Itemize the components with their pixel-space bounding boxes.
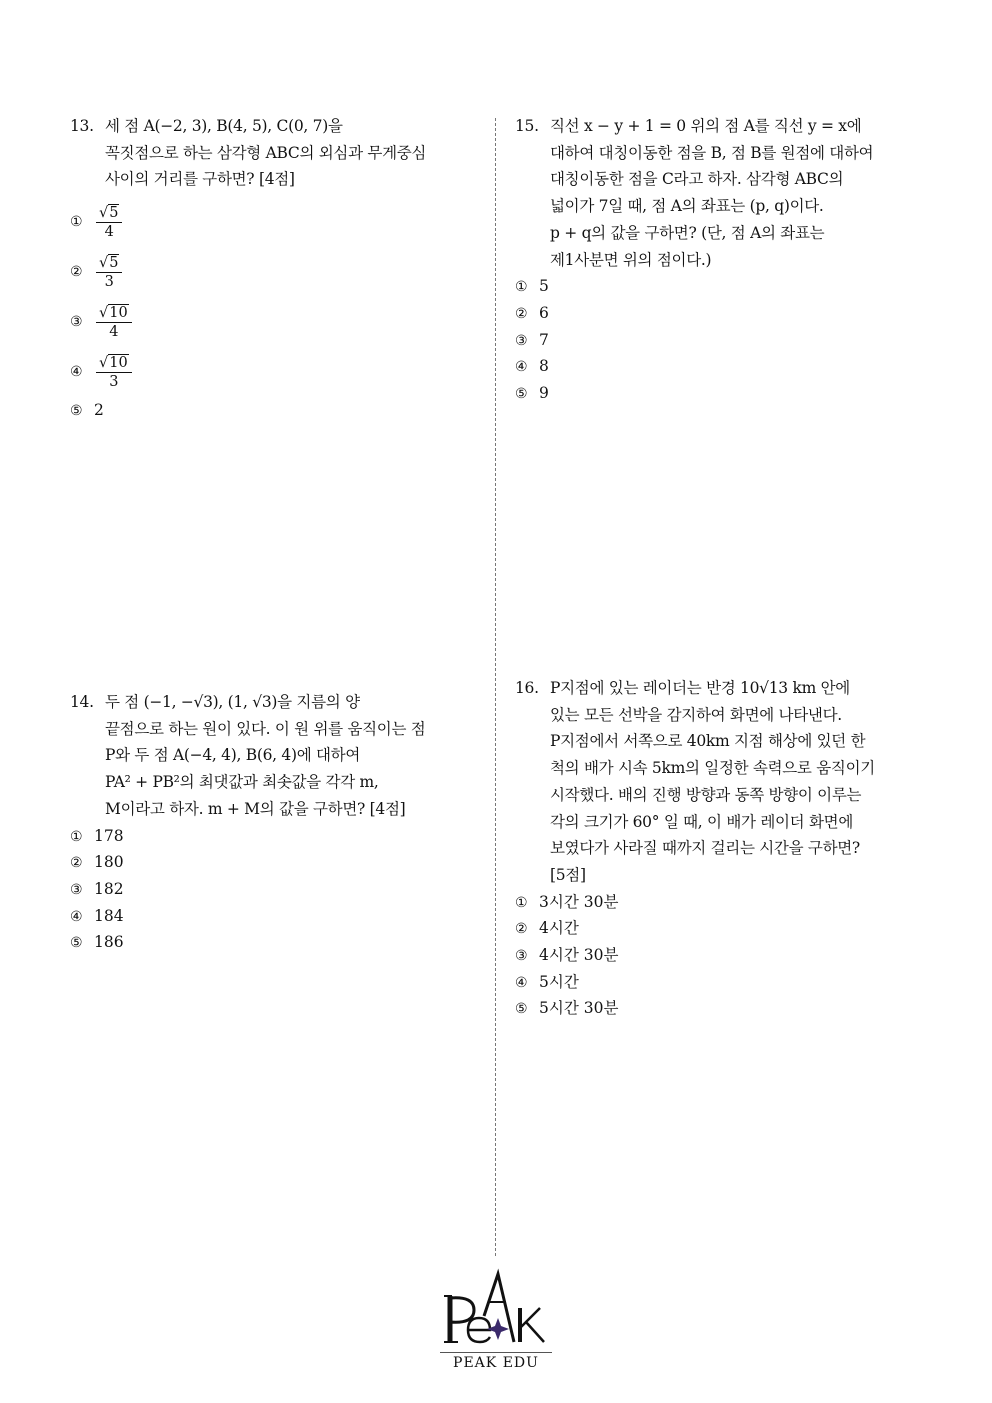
choice-mark: ③	[70, 881, 83, 898]
choice-1[interactable]	[70, 823, 490, 850]
choice-mark: ①	[515, 894, 528, 911]
choice-mark: ②	[70, 264, 83, 281]
fraction: $\frac{√10}{4}$	[96, 304, 132, 341]
choice-mark: ④	[70, 908, 83, 925]
peak-logo-mark-icon	[440, 1268, 552, 1346]
choice-text: 2	[94, 401, 104, 420]
choice-2[interactable]	[515, 915, 955, 942]
question-text: 각의 크기가 60° 일 때, 이 배가 레이더 화면에	[550, 812, 853, 831]
denominator: 4	[109, 323, 119, 340]
question-number: 15.	[515, 117, 539, 135]
question-text: P지점에 있는 레이더는 반경 10√13 km 안에	[550, 679, 850, 697]
question-number: 14.	[70, 693, 94, 711]
question-number: 16.	[515, 679, 539, 697]
choice-text: 5	[539, 277, 549, 296]
question-13	[70, 113, 490, 424]
question-text: 제1사분면 위의 점이다.)	[550, 250, 712, 269]
denominator: 3	[109, 373, 119, 390]
question-text: 끝점으로 하는 원이 있다. 이 원 위를 움직이는 점	[105, 719, 426, 738]
choice-text: 7	[539, 330, 549, 349]
choice-5[interactable]	[515, 995, 955, 1022]
question-16	[515, 675, 955, 1022]
choice-mark: ⑤	[515, 1001, 528, 1018]
question-number: 13.	[70, 117, 94, 135]
choice-text: 182	[94, 879, 124, 898]
denominator: 4	[104, 223, 114, 240]
choice-mark: ②	[515, 305, 528, 322]
choice-4[interactable]	[70, 903, 490, 930]
choice-3[interactable]	[515, 327, 955, 354]
choice-mark: ②	[70, 855, 83, 872]
choice-text: 5시간 30분	[539, 999, 619, 1018]
question-text: 넓이가 7일 때, 점 A의 좌표는 (p, q)이다.	[550, 197, 824, 216]
question-text: 꼭짓점으로 하는 삼각형 ABC의 외심과 무게중심	[105, 143, 427, 162]
choice-text: 178	[94, 826, 124, 845]
question-text: 두 점 (−1, −√3), (1, √3)을 지름의 양	[105, 693, 360, 711]
choice-text: 186	[94, 933, 124, 952]
denominator: 3	[104, 273, 114, 290]
radicand: 5	[109, 254, 119, 271]
radicand: 5	[109, 204, 119, 221]
choice-2[interactable]	[70, 849, 490, 876]
choice-1[interactable]	[515, 889, 955, 916]
question-text: [5점]	[550, 865, 586, 884]
column-divider	[495, 118, 496, 1256]
question-text: M이라고 하자. m + M의 값을 구하면? [4점]	[105, 799, 406, 818]
fraction: $\frac{√5}{3}$	[96, 254, 122, 291]
choice-mark: ④	[70, 364, 83, 381]
question-text: P지점에서 서쪽으로 40km 지점 해상에 있던 한	[550, 732, 866, 751]
choice-text: 5시간	[539, 972, 579, 991]
choice-mark: ⑤	[70, 935, 83, 952]
question-text: 세 점 A(−2, 3), B(4, 5), C(0, 7)을	[105, 117, 343, 135]
question-text: P와 두 점 A(−4, 4), B(6, 4)에 대하여	[105, 746, 361, 765]
fraction: $\frac{√10}{3}$	[96, 354, 132, 391]
question-15	[515, 113, 955, 407]
question-text: 대하여 대칭이동한 점을 B, 점 B를 원점에 대하여	[550, 143, 874, 162]
choice-text: 9	[539, 383, 549, 402]
peak-edu-logo	[440, 1268, 552, 1371]
choice-3[interactable]	[70, 876, 490, 903]
choice-text: 4시간 30분	[539, 946, 619, 964]
choice-text: 6	[539, 303, 549, 322]
choice-5[interactable]	[515, 380, 955, 407]
choice-text: 3시간 30분	[539, 892, 619, 911]
logo-wordmark: PEAK EDU	[440, 1352, 552, 1371]
choice-1[interactable]	[70, 197, 490, 247]
choice-2[interactable]	[70, 247, 490, 297]
choice-4[interactable]	[70, 347, 490, 397]
choice-4[interactable]	[515, 969, 955, 996]
choice-mark: ①	[70, 214, 83, 231]
question-text: 척의 배가 시속 5km의 일정한 속력으로 움직이기	[550, 759, 875, 778]
choice-text: 184	[94, 906, 124, 925]
choice-3[interactable]	[515, 942, 955, 969]
choice-mark: ②	[515, 921, 528, 938]
question-14	[70, 689, 490, 956]
choice-text: 180	[94, 853, 124, 872]
radicand: 10	[109, 304, 128, 321]
question-text: 사이의 거리를 구하면? [4점]	[105, 170, 295, 189]
question-text: 보였다가 사라질 때까지 걸리는 시간을 구하면?	[550, 839, 860, 858]
choice-text: 4시간	[539, 919, 579, 938]
choice-mark: ⑤	[70, 403, 83, 420]
choice-2[interactable]	[515, 300, 955, 327]
choice-mark: ③	[515, 948, 528, 964]
question-text: 시작했다. 배의 진행 방향과 동쪽 방향이 이루는	[550, 785, 862, 804]
choice-mark: ③	[515, 332, 528, 349]
fraction: $\frac{√5}{4}$	[96, 204, 122, 241]
question-text: PA² + PB²의 최댓값과 최솟값을 각각 m,	[105, 773, 379, 792]
choice-5[interactable]	[70, 397, 490, 424]
question-text: 있는 모든 선박을 감지하여 화면에 나타낸다.	[550, 705, 842, 724]
choice-mark: ①	[515, 279, 528, 296]
choice-mark: ③	[70, 314, 83, 331]
choice-text: 8	[539, 357, 549, 376]
choice-mark: ①	[70, 828, 83, 845]
choice-mark: ④	[515, 974, 528, 991]
question-text: 직선 x − y + 1 = 0 위의 점 A를 직선 y = x에	[550, 117, 862, 135]
choice-4[interactable]	[515, 353, 955, 380]
radicand: 10	[109, 354, 128, 371]
choice-3[interactable]	[70, 297, 490, 347]
choice-1[interactable]	[515, 273, 955, 300]
choice-mark: ④	[515, 359, 528, 376]
question-text: 대칭이동한 점을 C라고 하자. 삼각형 ABC의	[550, 170, 844, 189]
question-text: p + q의 값을 구하면? (단, 점 A의 좌표는	[550, 223, 825, 242]
choice-5[interactable]	[70, 929, 490, 956]
choice-mark: ⑤	[515, 385, 528, 402]
